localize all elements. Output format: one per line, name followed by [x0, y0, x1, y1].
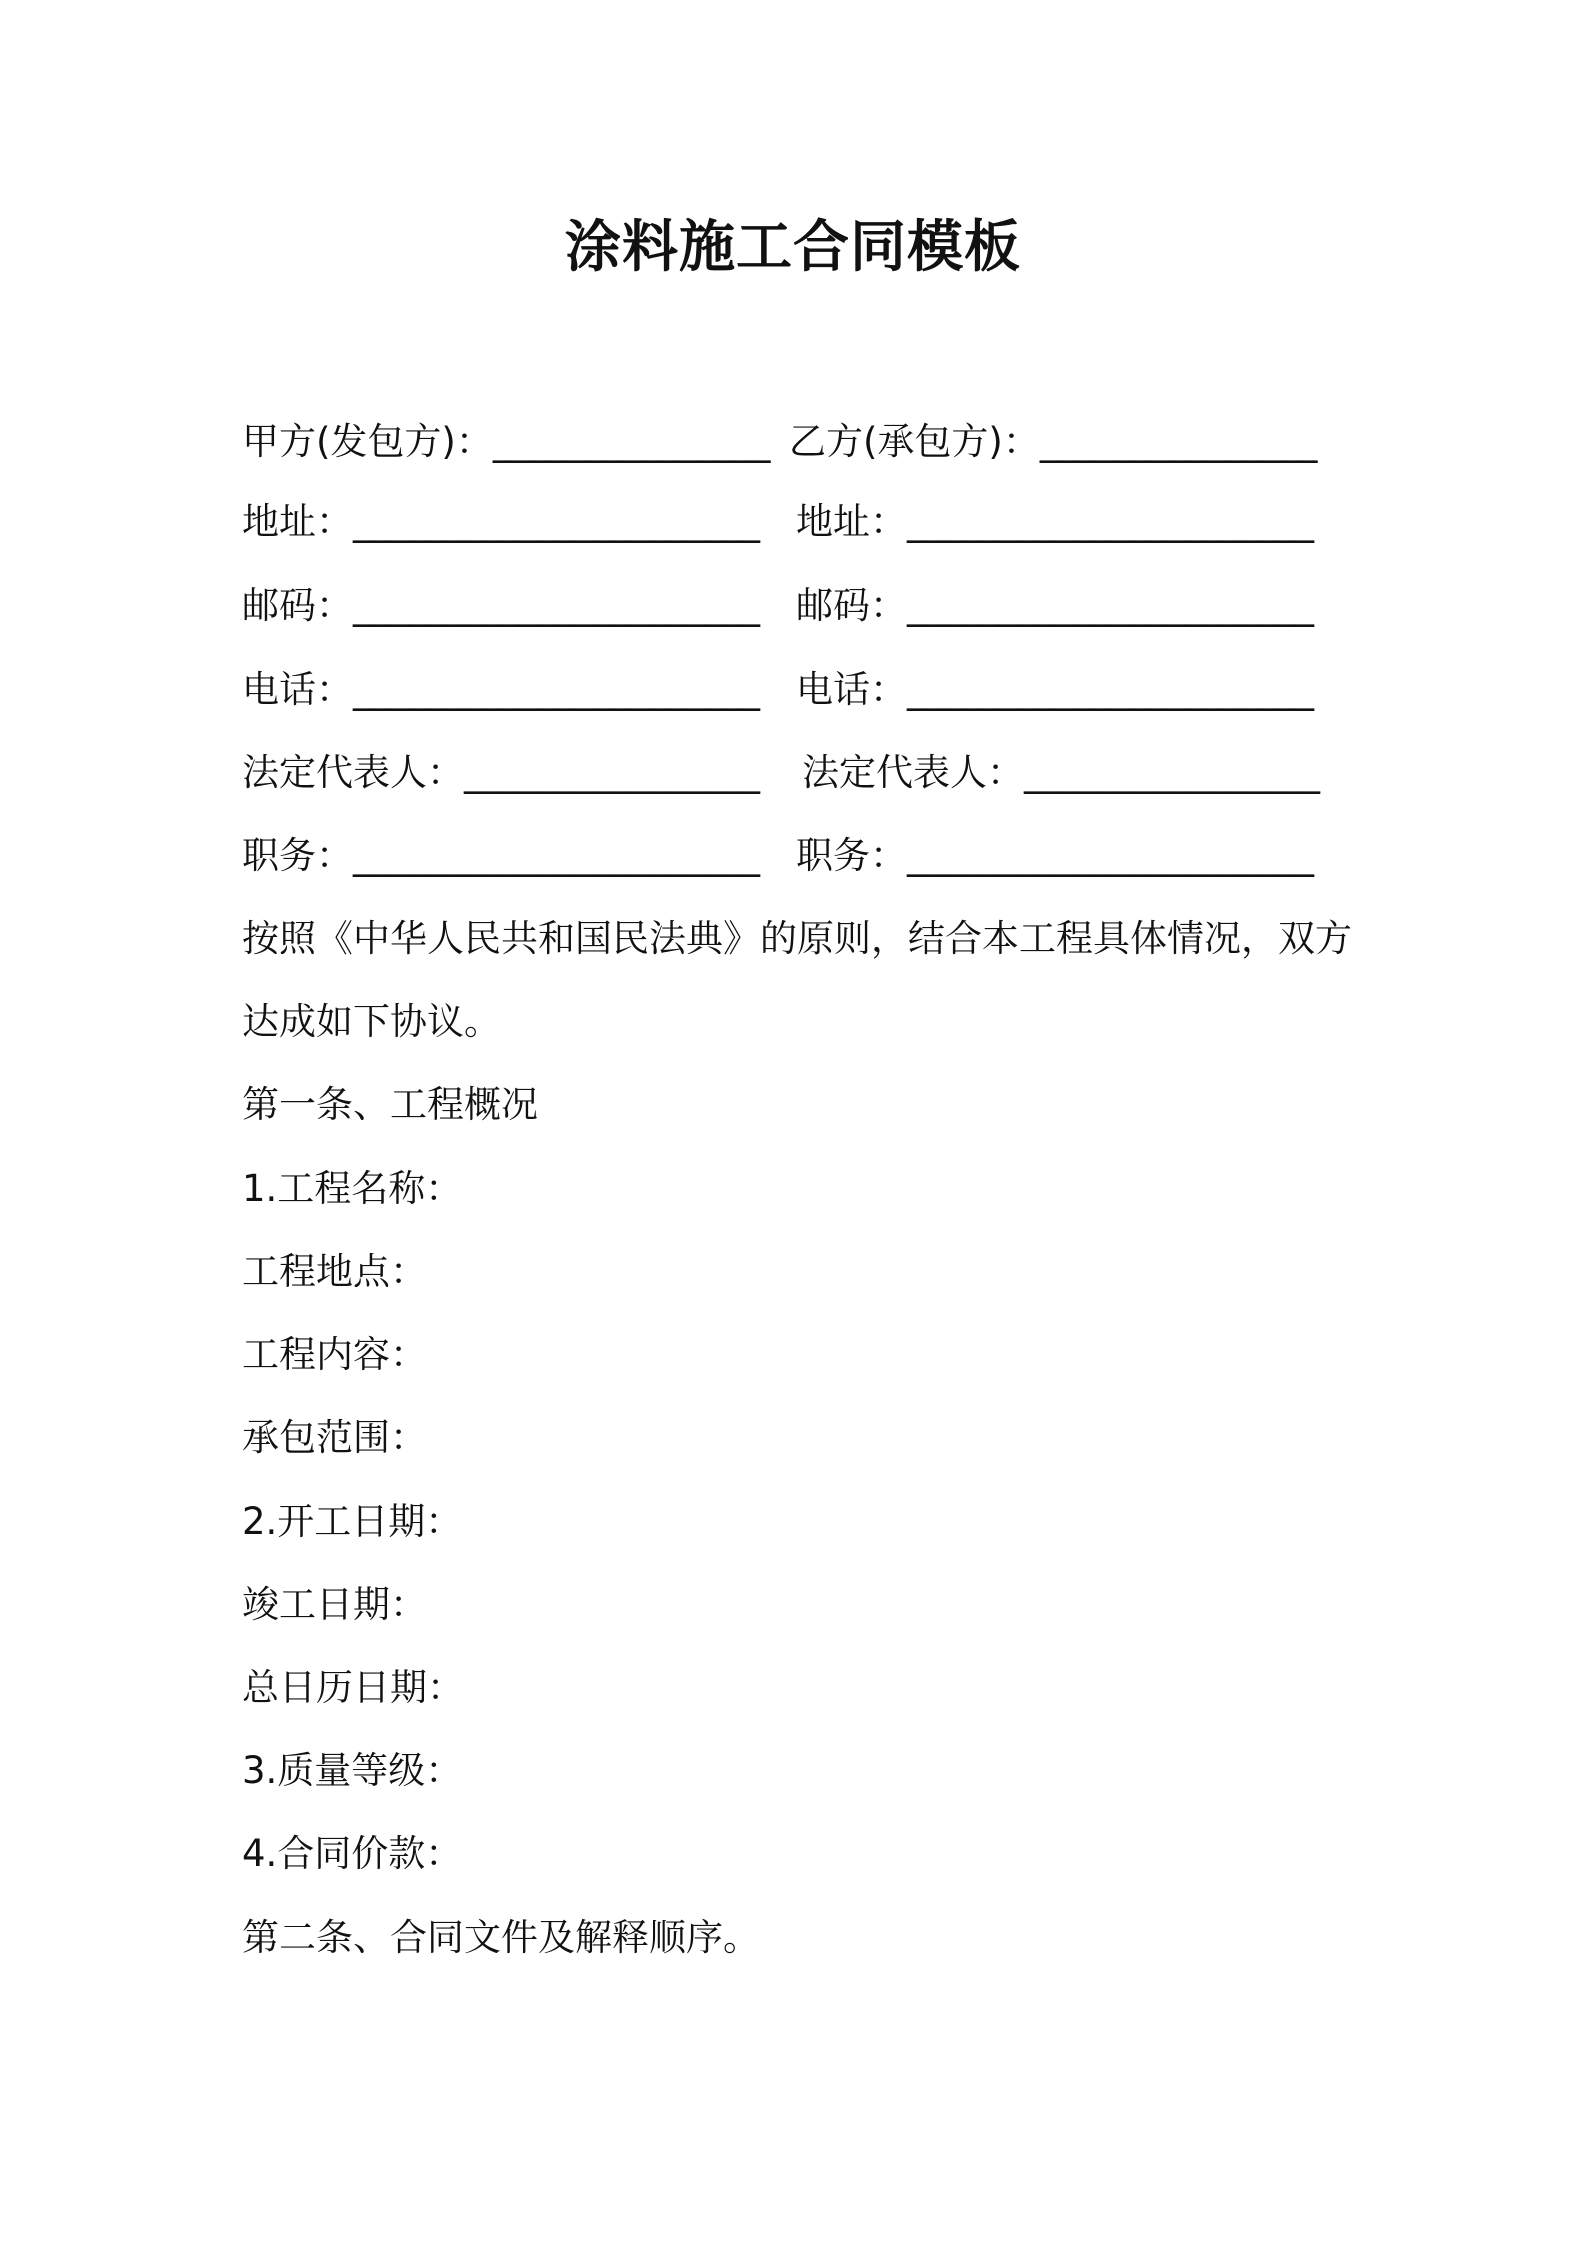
- document-title: 涂料施工合同模板: [565, 215, 1021, 280]
- party-row-legal-rep: [242, 741, 1342, 805]
- article-1-heading: 第一条、工程概况: [242, 1083, 538, 1126]
- party-row-postcode: [242, 574, 1342, 638]
- field-completion-date: 竣工日期：: [242, 1583, 427, 1626]
- party-b-label: 乙方(承包方)：_______________: [789, 420, 1318, 463]
- party-a-label: 甲方(发包方)：_______________: [242, 420, 771, 463]
- article-2-heading: 第二条、合同文件及解释顺序。: [242, 1916, 760, 1959]
- party-row-phone: [242, 658, 1342, 722]
- field-project-name: 1.工程名称：: [242, 1167, 463, 1210]
- party-row-position: [242, 824, 1342, 888]
- intro-paragraph-line-2: 达成如下协议。: [242, 1000, 501, 1043]
- field-project-content: 工程内容：: [242, 1333, 427, 1376]
- field-quality-grade: 3.质量等级：: [242, 1749, 463, 1792]
- party-row-parties: [242, 410, 1342, 474]
- party-a-postcode: 邮码：______________________: [242, 584, 760, 627]
- party-b-position: 职务：______________________: [796, 834, 1314, 877]
- field-contract-price: 4.合同价款：: [242, 1832, 463, 1875]
- party-a-phone: 电话：______________________: [242, 668, 760, 711]
- field-start-date: 2.开工日期：: [242, 1500, 463, 1543]
- party-b-phone: 电话：______________________: [796, 668, 1314, 711]
- party-a-address: 地址：______________________: [242, 500, 760, 543]
- field-contract-scope: 承包范围：: [242, 1416, 427, 1459]
- party-b-address: 地址：______________________: [796, 500, 1314, 543]
- party-b-legal-rep: 法定代表人：________________: [802, 751, 1320, 794]
- field-total-calendar-days: 总日历日期：: [242, 1666, 464, 1709]
- party-a-legal-rep: 法定代表人：________________: [242, 751, 760, 794]
- party-a-position: 职务：______________________: [242, 834, 760, 877]
- intro-paragraph-line-1: 按照《中华人民共和国民法典》的原则，结合本工程具体情况，双方: [242, 917, 1352, 960]
- field-project-location: 工程地点：: [242, 1250, 427, 1293]
- party-b-postcode: 邮码：______________________: [796, 584, 1314, 627]
- party-row-address: [242, 490, 1342, 554]
